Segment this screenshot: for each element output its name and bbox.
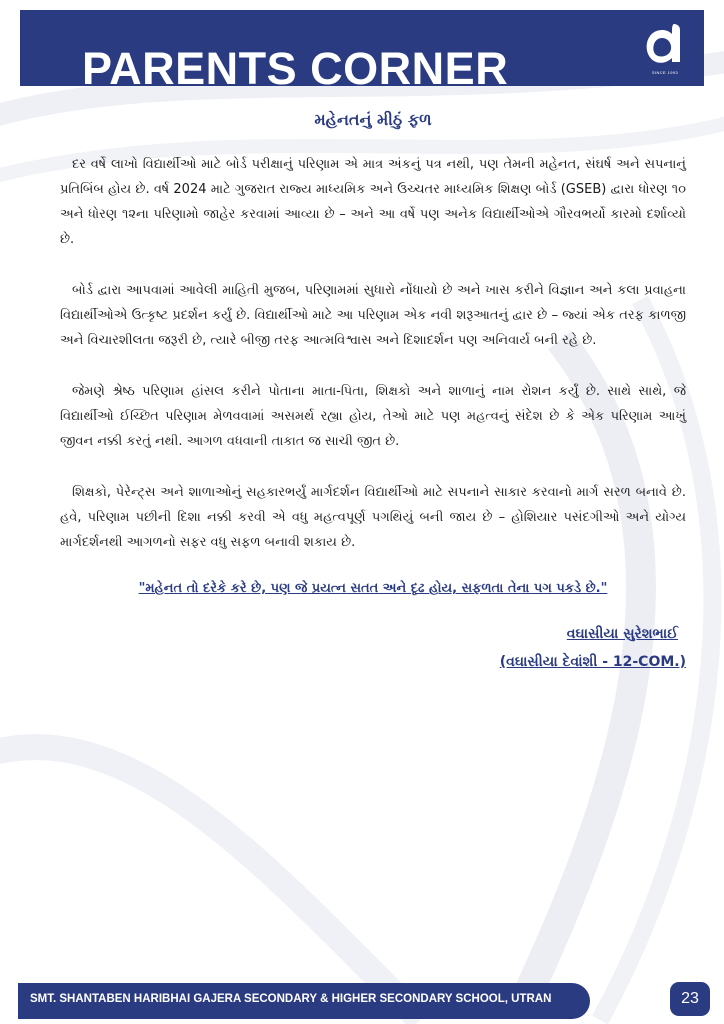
footer-banner — [18, 983, 590, 1019]
page-title: PARENTS CORNER — [82, 43, 509, 94]
page-header-banner — [20, 10, 704, 94]
school-logo — [640, 18, 690, 78]
logo-since-text: SINCE 1993 — [651, 70, 679, 75]
article-paragraph-3: જેમણે શ્રેષ્ઠ પરિણામ હાંસલ કરીને પોતાના માતા-પિતા, શિક્ષકો અને શાળાનું નામ રોશન કર્યું છે. સાથે સાથે, જે વિદ્યાર્થીઓ ઈચ્છિત પરિણામ મેળવવામાં અસમર્થ રહ્યા હોય, તેઓ માટે પણ મહત્વનું સંદેશ છે કે એક પરિણામ આખું જીવન નક્કી કરતું નથી. આગળ વધવાની તાકાત જ સાચી જીત છે. — [60, 384, 686, 449]
article-paragraph-4: શિક્ષકો, પેરેન્ટ્સ અને શાળાઓનું સહકારભર્યું માર્ગદર્શન વિદ્યાર્થીઓ માટે સપનાને સાકાર કરવાનો માર્ગ સરળ બનાવે છે. હવે, પરિણામ પછીની દિશા નક્કી કરવી એ વધુ મહત્વપૂર્ણ પગથિયું બની જાય છે – હોશિયાર પસંદગીઓ અને યોગ્ય માર્ગદર્શનથી આગળનો સફર વધુ સફળ બનાવી શકાય છે. — [60, 485, 686, 550]
closing-quote: "મહેનત તો દરેકે કરે છે, પણ જે પ્રયત્ન સતત અને દૃઢ હોય, સફળતા તેના પગ પકડે છે." — [138, 581, 608, 596]
author-signature — [60, 620, 686, 676]
page-number-badge: 23 — [670, 982, 710, 1016]
article-paragraph-1: દર વર્ષે લાખો વિદ્યાર્થીઓ માટે બોર્ડ પરીક્ષાનું પરિણામ એ માત્ર અંકનું પત્ર નથી, પણ તેમની મહેનત, સંઘર્ષ અને સપનાનું પ્રતિબિંબ હોય છે. વર્ષ 2024 માટે ગુજરાત રાજ્ય માધ્યમિક અને ઉચ્ચતર માધ્યમિક શિક્ષણ બોર્ડ (GSEB) દ્વારા ધોરણ ૧૦ અને ધોરણ ૧૨ના પરિણામો જાહેર કરવામાં આવ્યા છે – અને આ વર્ષે પણ અનેક વિદ્યાર્થીઓએ ગૌરવભર્યો કારમો દર્શાવ્યો છે. — [60, 157, 686, 247]
article-title: મહેનતનું મીઠું ફળ — [314, 110, 432, 129]
school-logo-a-icon — [640, 18, 690, 68]
footer-school-name: SMT. SHANTABEN HARIBHAI GAJERA SECONDARY & HIGHER SECONDARY SCHOOL, UTRAN — [30, 993, 552, 1005]
author-relation: (વઘાસીયા દેવાંશી - 12-COM.) — [499, 654, 686, 670]
author-name: વઘાસીયા સુરેશભાઈ — [566, 626, 678, 642]
article-body — [60, 110, 686, 676]
article-paragraph-2: બોર્ડ દ્વારા આપવામાં આવેલી માહિતી મુજબ, પરિણામમાં સુધારો નોંધાયો છે અને ખાસ કરીને વિજ્ઞાન અને કલા પ્રવાહના વિદ્યાર્થીઓએ ઉત્કૃષ્ટ પ્રદર્શન કર્યું છે. વિદ્યાર્થીઓ માટે આ પરિણામ એક નવી શરૂઆતનું દ્વાર છે – જ્યાં એક તરફ કાળજી અને વિચારશીલતા જરૂરી છે, ત્યારે બીજી તરફ આત્મવિશ્વાસ અને દિશાદર્શન પણ અનિવાર્ય બની રહે છે. — [60, 283, 686, 348]
